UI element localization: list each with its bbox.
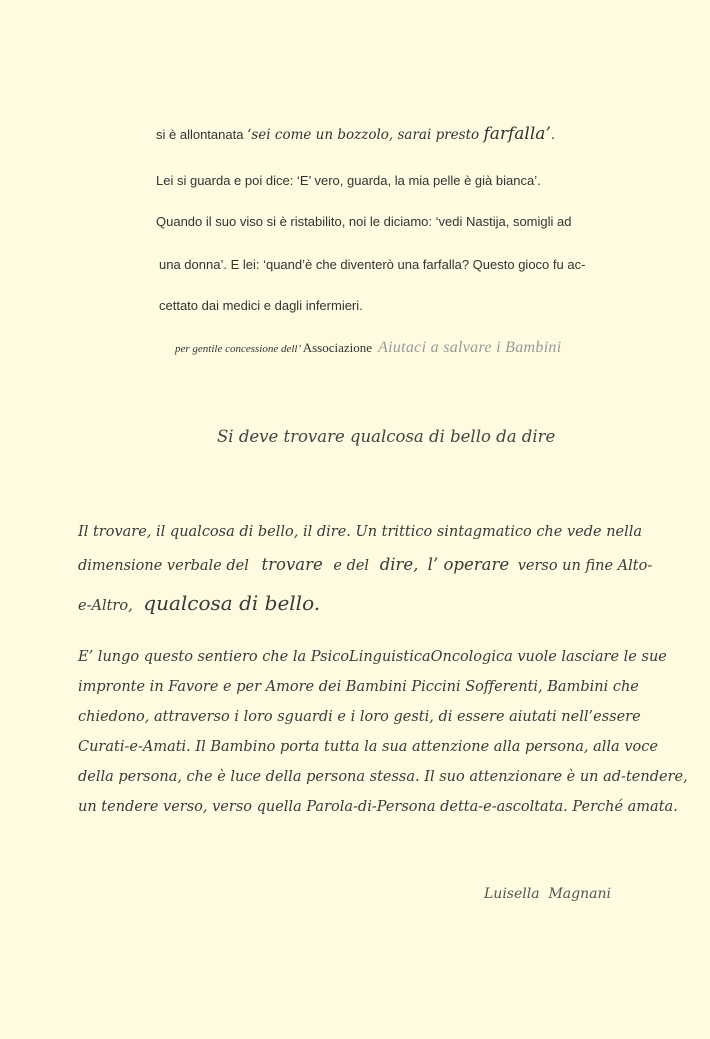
top-line-1-farfalla: farfalla’: [483, 124, 551, 144]
credit-association-name: Aiutaci a salvare i Bambini: [378, 339, 562, 356]
credit-prefix: per gentile concessione dell’: [175, 343, 303, 355]
para1-line-3: [78, 591, 320, 615]
para1-line-2: [78, 555, 652, 574]
para2-line-6: un tendere verso, verso quella Parola-di-Persona detta-e-ascoltata. Perché amata.: [78, 799, 678, 815]
top-line-5: cettato dai medici e dagli infermieri.: [159, 298, 363, 313]
top-line-4: una donna’. E lei: ‘quand’è che diventerò una farfalla? Questo gioco fu ac-: [159, 257, 586, 272]
para1-line-3-a: e-Altro,: [78, 598, 138, 614]
para1-word-dire: dire,: [379, 555, 419, 574]
credit-line: [175, 339, 561, 357]
para1-line-2-c: e del: [328, 558, 374, 574]
para1-line-2-a: dimensione verbale del: [78, 558, 254, 574]
para2-line-5: della persona, che è luce della persona stessa. Il suo attenzionare è un ad-tendere,: [78, 769, 688, 785]
para1-word-operare: operare: [443, 555, 510, 574]
para1-word-trovare: trovare: [261, 555, 323, 574]
section-title: Si deve trovare qualcosa di bello da dire: [217, 427, 556, 446]
top-line-1: [156, 124, 555, 144]
top-line-1-a: si è allontanata: [156, 127, 248, 142]
para2-line-1: E’ lungo questo sentiero che la PsicoLinguisticaOncologica vuole lasciare le sue: [78, 649, 667, 665]
para2-line-3: chiedono, attraverso i loro sguardi e i loro gesti, di essere aiutati nell’essere: [78, 709, 641, 725]
para1-line-1: Il trovare, il qualcosa di bello, il dire. Un trittico sintagmatico che vede nella: [78, 524, 643, 540]
top-line-3: Quando il suo viso si è ristabilito, noi le diciamo: ‘vedi Nastija, somigli ad: [156, 214, 572, 229]
para2-line-4: Curati-e-Amati. Il Bambino porta tutta la sua attenzione alla persona, alla voce: [78, 739, 658, 755]
para2-line-2: impronte in Favore e per Amore dei Bambini Piccini Sofferenti, Bambini che: [78, 679, 639, 695]
signature: Luisella Magnani: [484, 886, 611, 902]
para1-line-2-g: verso un fine Alto-: [513, 558, 653, 574]
para1-line-2-e: l’: [422, 555, 444, 574]
para1-qualcosa-di-bello: qualcosa di bello.: [143, 591, 321, 615]
top-line-1-quote: ‘sei come un bozzolo, sarai presto: [247, 127, 484, 143]
credit-association: Associazione: [302, 340, 372, 355]
top-line-1-dot: .: [550, 128, 555, 143]
top-line-2: Lei si guarda e poi dice: ‘E’ vero, guarda, la mia pelle è già bianca’.: [156, 173, 541, 188]
